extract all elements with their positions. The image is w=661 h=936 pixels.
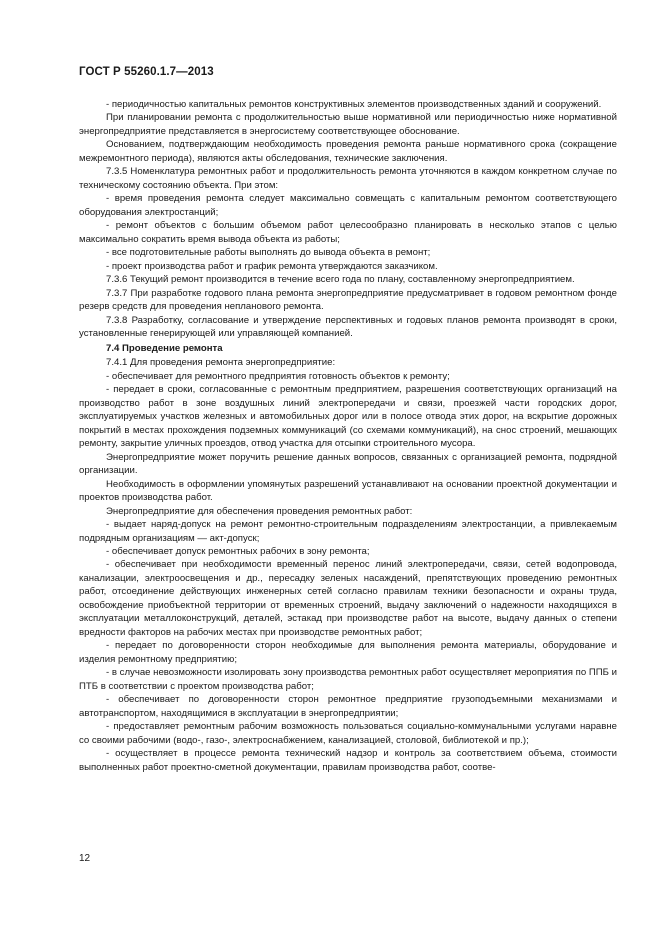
paragraph: - предоставляет ремонтным рабочим возможность пользоваться социально-коммунальными услугами наравне со своими рабочими (водо-, газо-, электроснабжением, канализацией, столовой, библиотекой и пр.); bbox=[79, 721, 617, 746]
paragraph: - осуществляет в процессе ремонта технический надзор и контроль за соответствием объема, стоимости выполненных работ проектно-сметной документации, правилам производства работ, соотве- bbox=[79, 748, 617, 773]
paragraph: Основанием, подтверждающим необходимость проведения ремонта раньше нормативного срока (сокращение межремонтного периода), являются акты обследования, технические заключения. bbox=[79, 139, 617, 164]
paragraph: - обеспечивает при необходимости временный перенос линий электропередачи, связи, сетей водопровода, канализации, электроосвещения и др., пересадку зеленых насаждений, препятствующих проведению ремонтных работ, отсоединение действующих инженерных сетей согласно правилам техники безопасности и охраны труда, освобождение приобъектной территории от временных строений, выдачу заключений о надежности находящихся в эксплуатации металлоконструкций, деталей, эстакад при производстве работ на высоте, выдачу данных о степени вредности факторов на рабочих местах при производстве ремонтных работ; bbox=[79, 559, 617, 638]
paragraph: Энергопредприятие может поручить решение данных вопросов, связанных с организацией ремонта, подрядной организации. bbox=[79, 451, 617, 477]
paragraph: Необходимость в оформлении упомянутых разрешений устанавливают на основании проектной документации и проектов производства работ. bbox=[79, 478, 617, 504]
document-body bbox=[79, 98, 617, 774]
paragraph: - передает по договоренности сторон необходимые для выполнения ремонта материалы, оборудование и изделия ремонтному предприятию; bbox=[79, 640, 617, 665]
paragraph: - передает в сроки, согласованные с ремонтным предприятием, разрешения соответствующих организаций на производство работ в зоне воздушных линий электропередачи и связи, проезжей части городских дорог, эксплуатируемых участков железных и автомобильных дорог или в полосе отвода этих дорог, на вскрытие дорожных покрытий в местах прохождения подземных коммуникаций (со схемами коммуникаций), на снос строений, мешающих ремонту, закрытие уличных проездов, отвод участка для отсыпки строительного мусора. bbox=[79, 384, 617, 450]
paragraph: - обеспечивает допуск ремонтных рабочих в зону ремонта; bbox=[106, 545, 370, 557]
paragraph: 7.4.1 Для проведения ремонта энергопредприятие: bbox=[106, 357, 336, 369]
paragraph: - обеспечивает по договоренности сторон ремонтное предприятие грузоподъемными механизмами и автотранспортом, находящимися в эксплуатации в энергопредприятии; bbox=[79, 694, 617, 719]
paragraph: - время проведения ремонта следует максимально совмещать с капитальным ремонтом соответствующего оборудования электростанций; bbox=[79, 193, 617, 218]
paragraph: 7.3.5 Номенклатура ремонтных работ и продолжительность ремонта уточняются в каждом конкретном случае по техническому состоянию объекта. При этом: bbox=[79, 166, 617, 191]
paragraph: При планировании ремонта с продолжительностью выше нормативной или периодичностью ниже нормативной энергопредприятие представляется в энергосистему соответствующее обоснование. bbox=[79, 112, 617, 137]
paragraph: 7.3.6 Текущий ремонт производится в течение всего года по плану, составленному энергопредприятием. bbox=[106, 274, 575, 286]
paragraph: 7.3.8 Разработку, согласование и утверждение перспективных и годовых планов ремонта производят в сроки, установленные генерирующей или управляющей компанией. bbox=[79, 314, 617, 340]
paragraph: - обеспечивает для ремонтного предприятия готовность объектов к ремонту; bbox=[106, 370, 450, 382]
paragraph: - в случае невозможности изолировать зону производства ремонтных работ осуществляет мероприятия по ППБ и ПТБ в соответствии с проектом производства работ; bbox=[79, 667, 617, 692]
paragraph: Энергопредприятие для обеспечения проведения ремонтных работ: bbox=[106, 505, 413, 517]
document-header: ГОСТ Р 55260.1.7—2013 bbox=[79, 66, 214, 78]
paragraph: - все подготовительные работы выполнять до вывода объекта в ремонт; bbox=[106, 247, 431, 259]
paragraph: - ремонт объектов с большим объемом работ целесообразно планировать в несколько этапов с целью максимально сократить время вывода объекта из работы; bbox=[79, 220, 617, 245]
paragraph: - проект производства работ и график ремонта утверждаются заказчиком. bbox=[106, 260, 438, 272]
paragraph: - выдает наряд-допуск на ремонт ремонтно-строительным подразделениям электростанции, а привлекаемым подрядным организациям — акт-допуск; bbox=[79, 519, 617, 544]
page-number: 12 bbox=[79, 853, 91, 864]
paragraph: - периодичностью капитальных ремонтов конструктивных элементов производственных зданий и сооружений. bbox=[106, 99, 602, 110]
section-heading: 7.4 Проведение ремонта bbox=[106, 342, 223, 354]
paragraph: 7.3.7 При разработке годового плана ремонта энергопредприятие предусматривает в годовом ремонтном фонде резерв средств для проведения непланового ремонта. bbox=[79, 287, 617, 313]
